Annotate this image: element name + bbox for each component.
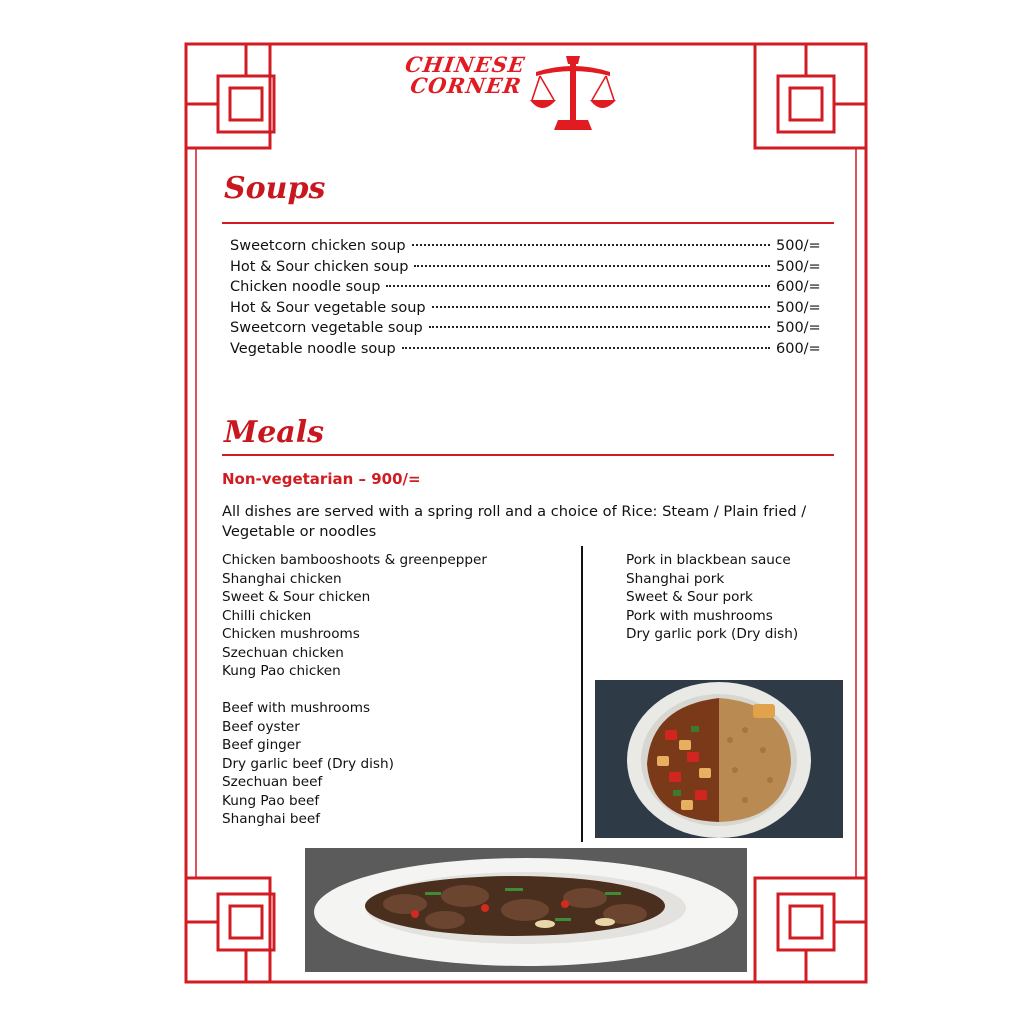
list-item: Dry garlic beef (Dry dish): [222, 755, 394, 772]
soup-name: Vegetable noodle soup: [230, 340, 396, 357]
soup-row: [230, 257, 830, 278]
leader-dots: [412, 244, 770, 246]
corner-top-left: [186, 44, 274, 148]
corner-top-right: [755, 44, 866, 148]
logo-line-2: CORNER: [408, 73, 524, 98]
scales-icon: [528, 50, 618, 134]
list-item: Beef ginger: [222, 737, 301, 753]
soup-price: 500/=: [776, 238, 821, 254]
list-item: Kung Pao beef: [222, 792, 320, 809]
list-item: Chilli chicken: [222, 607, 312, 624]
soup-price: 500/=: [776, 320, 821, 337]
soup-price: 600/=: [776, 340, 821, 357]
column-divider: [581, 546, 583, 842]
list-item: Kung Pao chicken: [222, 663, 341, 679]
list-item: Sweet & Sour chicken: [222, 589, 371, 605]
list-item: Beef with mushrooms: [222, 700, 371, 716]
soup-name: Sweetcorn vegetable soup: [230, 320, 423, 337]
soups-rule: [222, 222, 834, 224]
list-item: Pork in blackbean sauce: [626, 552, 791, 568]
soup-row: [230, 318, 830, 339]
leader-dots: [402, 347, 770, 349]
soup-price: 500/=: [776, 258, 821, 275]
list-spacer: [222, 681, 572, 700]
logo-line-1: CHINESE: [403, 52, 527, 77]
soup-row: [230, 236, 830, 257]
list-item: Pork with mushrooms: [626, 607, 773, 624]
soup-price: 500/=: [776, 299, 821, 316]
meals-intro: All dishes are served with a spring roll and a choice of Rice: Steam / Plain fried / Vegetable or noodles: [222, 503, 807, 540]
list-item: Sweet & Sour pork: [626, 589, 753, 605]
leader-dots: [386, 285, 770, 287]
list-item: Beef oyster: [222, 718, 300, 735]
soup-price: 600/=: [776, 279, 821, 296]
soups-heading: Soups: [224, 171, 326, 206]
meals-heading: Meals: [224, 415, 325, 450]
leader-dots: [429, 326, 770, 328]
soup-name: Sweetcorn chicken soup: [230, 238, 406, 254]
meals-rule: [222, 454, 834, 456]
meal-list-right: [626, 551, 856, 644]
food-photo-rice-bowl: [595, 680, 843, 838]
brand-logo: [404, 48, 624, 138]
list-item: Shanghai pork: [626, 570, 725, 587]
soup-name: Hot & Sour chicken soup: [230, 258, 409, 275]
meal-list-left: [222, 551, 572, 829]
soup-row: [230, 339, 830, 360]
leader-dots: [432, 306, 770, 308]
list-item: Chicken mushrooms: [222, 626, 360, 642]
non-veg-heading: Non-vegetarian – 900/=: [222, 470, 421, 488]
list-item: Szechuan beef: [222, 774, 323, 790]
leader-dots: [414, 265, 770, 267]
list-item: Shanghai beef: [222, 811, 321, 827]
soup-row: [230, 277, 830, 298]
soup-row: [230, 298, 830, 319]
list-item: Szechuan chicken: [222, 644, 344, 661]
list-item: Dry garlic pork (Dry dish): [626, 626, 799, 642]
list-item: Chicken bambooshoots & greenpepper: [222, 552, 487, 568]
food-photo-beef-plate: [305, 848, 747, 972]
soup-name: Hot & Sour vegetable soup: [230, 299, 426, 316]
logo-text: [401, 54, 537, 96]
list-item: Shanghai chicken: [222, 570, 342, 587]
corner-bottom-left: [186, 878, 274, 982]
soup-list: [230, 236, 830, 360]
corner-bottom-right: [755, 878, 866, 982]
soup-name: Chicken noodle soup: [230, 279, 381, 296]
